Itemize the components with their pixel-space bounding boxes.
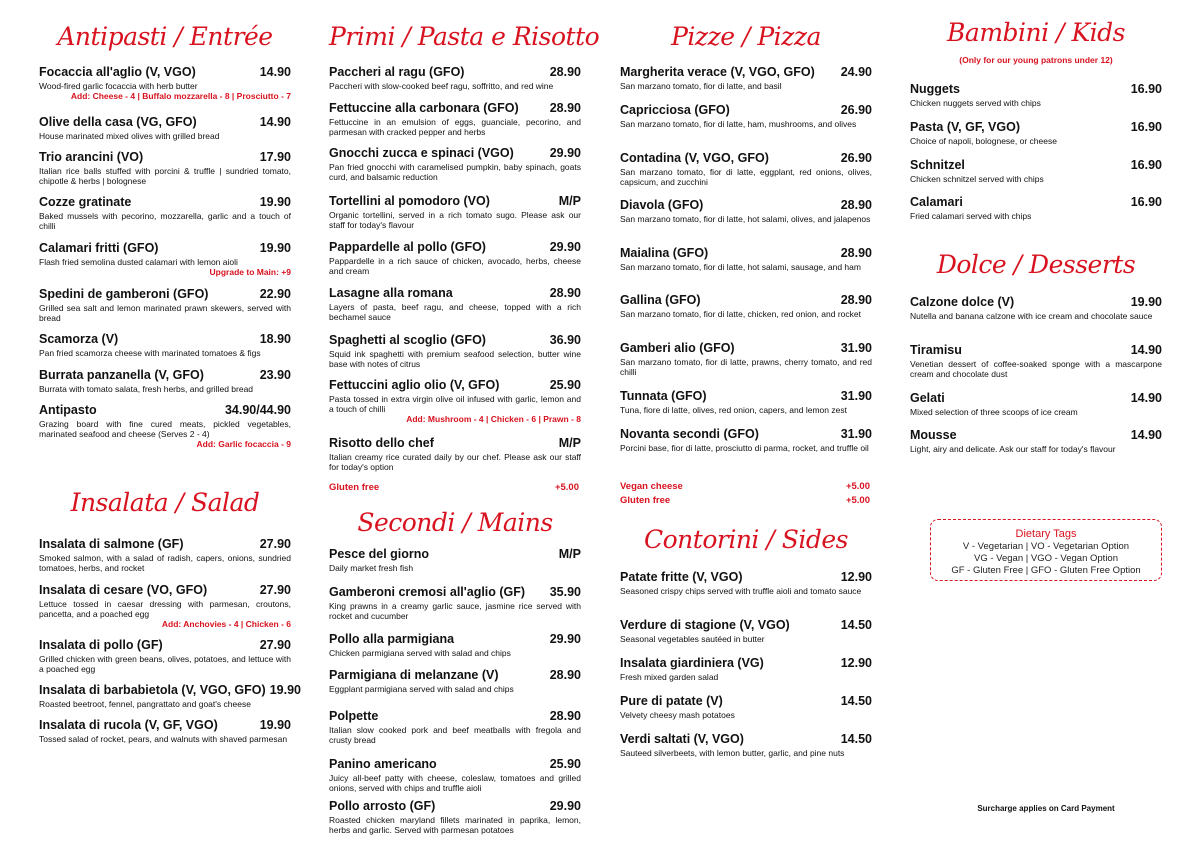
extra-vegan-cheese xyxy=(620,481,872,493)
menu-item xyxy=(329,194,581,230)
item-price: 19.90 xyxy=(1130,295,1162,309)
item-name: Calzone dolce (V) xyxy=(910,295,1015,309)
item-desc: Wood-fired garlic focaccia with herb butter xyxy=(39,81,198,91)
extra-price: +5.00 xyxy=(554,482,579,493)
bambini-note: (Only for our young patrons under 12) xyxy=(959,55,1113,65)
item-price: 31.90 xyxy=(840,341,872,355)
antipasti-title: Antipasti / Entrée xyxy=(57,22,273,51)
menu-item xyxy=(329,333,581,369)
item-price: 24.90 xyxy=(840,65,872,79)
item-price: 14.90 xyxy=(259,115,291,129)
item-price: 17.90 xyxy=(259,150,291,164)
menu-item xyxy=(620,389,872,415)
menu-item xyxy=(329,286,581,322)
item-price: 26.90 xyxy=(840,103,872,117)
item-name: Parmigiana di melanzane (V) xyxy=(329,668,499,682)
item-name: Tiramisu xyxy=(910,343,962,357)
menu-item xyxy=(620,570,872,596)
menu-item xyxy=(620,694,872,720)
item-name: Margherita verace (V, VGO, GFO) xyxy=(620,65,815,79)
item-addon: Add: Garlic focaccia - 9 xyxy=(196,439,291,449)
item-price: 14.90 xyxy=(1130,343,1162,357)
item-name: Diavola (GFO) xyxy=(620,198,704,212)
menu-item xyxy=(39,150,291,186)
menu-item xyxy=(39,638,291,674)
item-price: 14.50 xyxy=(840,732,872,746)
menu-item xyxy=(620,341,872,377)
dietary-tags-line: GF - Gluten Free | GFO - Gluten Free Option xyxy=(951,565,1141,576)
item-price: 31.90 xyxy=(840,427,872,441)
item-price: 29.90 xyxy=(549,240,581,254)
item-name: Panino americano xyxy=(329,757,437,771)
item-desc: Venetian dessert of coffee-soaked sponge with a mascarpone cream and chocolate dust xyxy=(910,359,1162,379)
item-name: Gelati xyxy=(910,391,945,405)
item-desc: Pasta tossed in extra virgin olive oil infused with garlic, lemon and a touch of chilli xyxy=(329,394,581,414)
item-desc: Grilled chicken with green beans, olives, potatoes, and lettuce with a poached egg xyxy=(39,654,291,674)
extra-gluten-free xyxy=(620,495,872,507)
item-name: Polpette xyxy=(329,709,379,723)
item-desc: Italian slow cooked pork and beef meatballs with fregola and crusty bread xyxy=(329,725,581,745)
item-name: Calamari xyxy=(910,195,963,209)
menu-item xyxy=(329,240,581,276)
item-desc: Fried calamari served with chips xyxy=(910,211,1032,221)
menu-item xyxy=(620,427,872,453)
item-desc: King prawns in a creamy garlic sauce, jasmine rice served with rocket and cucumber xyxy=(329,601,581,621)
item-desc: Roasted beetroot, fennel, pangrattato and goat's cheese xyxy=(39,699,251,709)
item-price: 28.90 xyxy=(840,198,872,212)
insalata-title: Insalata / Salad xyxy=(70,488,260,517)
menu-item xyxy=(39,718,291,744)
item-price: M/P xyxy=(558,436,581,450)
menu-item xyxy=(39,65,291,101)
item-desc: Seasonal vegetables sautéed in butter xyxy=(620,634,765,644)
surcharge-note: Surcharge applies on Card Payment xyxy=(977,804,1115,813)
item-desc: Paccheri with slow-cooked beef ragu, soffritto, and red wine xyxy=(329,81,554,91)
item-name: Capricciosa (GFO) xyxy=(620,103,730,117)
menu-item xyxy=(620,198,872,224)
item-price: 28.90 xyxy=(549,65,581,79)
item-name: Calamari fritti (GFO) xyxy=(39,241,159,255)
item-price: 14.50 xyxy=(840,694,872,708)
item-name: Risotto dello chef xyxy=(329,436,434,450)
item-desc: Italian rice balls stuffed with porcini & truffle | sundried tomato, chipotle & herbs | bolognese xyxy=(39,166,291,186)
menu-item xyxy=(39,583,291,629)
item-desc: Mixed selection of three scoops of ice cream xyxy=(910,407,1078,417)
item-desc: San marzano tomato, fior di latte, and basil xyxy=(620,81,782,91)
item-name: Insalata di barbabietola (V, VGO, GFO) xyxy=(39,683,266,697)
item-desc: Grazing board with fine cured meats, pickled vegetables, marinated seafood and cheese (Serves 2 - 4) xyxy=(39,419,291,439)
item-desc: Light, airy and delicate. Ask our staff for today's flavour xyxy=(910,444,1116,454)
menu-item xyxy=(620,618,872,644)
menu-item xyxy=(39,537,291,573)
item-desc: Velvety cheesy mash potatoes xyxy=(620,710,735,720)
item-price: 28.90 xyxy=(549,709,581,723)
item-desc: San marzano tomato, fior di latte, hot salami, sausage, and ham xyxy=(620,262,861,272)
item-desc: Lettuce tossed in caesar dressing with parmesan, croutons, pancetta, and a poached egg xyxy=(39,599,291,619)
item-price: M/P xyxy=(558,547,581,561)
secondi-title: Secondi / Mains xyxy=(357,508,553,537)
item-desc: Tuna, fiore di latte, olives, red onion, capers, and lemon zest xyxy=(620,405,847,415)
menu-item xyxy=(620,656,872,682)
item-price: 16.90 xyxy=(1130,158,1162,172)
menu-item xyxy=(329,757,581,793)
menu-item xyxy=(910,391,1162,417)
extra-label: Gluten free xyxy=(329,482,380,493)
item-name: Antipasto xyxy=(39,403,97,417)
item-name: Pollo arrosto (GF) xyxy=(329,799,436,813)
menu-item xyxy=(329,585,581,621)
item-name: Insalata giardiniera (VG) xyxy=(620,656,764,670)
item-price: 12.90 xyxy=(840,570,872,584)
contorni-title: Contorini / Sides xyxy=(644,525,848,554)
item-desc: Fresh mixed garden salad xyxy=(620,672,719,682)
item-name: Insalata di pollo (GF) xyxy=(39,638,163,652)
item-name: Schnitzel xyxy=(910,158,965,172)
item-desc: Layers of pasta, beef ragu, and cheese, topped with a rich bechamel sauce xyxy=(329,302,581,322)
item-price: M/P xyxy=(558,194,581,208)
item-desc: San marzano tomato, fior di latte, ham, mushrooms, and olives xyxy=(620,119,857,129)
item-name: Tunnata (GFO) xyxy=(620,389,707,403)
item-desc: San marzano tomato, fior di latte, eggplant, red onions, olives, capsicum, and zucchini xyxy=(620,167,872,187)
item-name: Insalata di rucola (V, GF, VGO) xyxy=(39,718,218,732)
item-addon: Upgrade to Main: +9 xyxy=(209,267,291,277)
item-addon: Add: Cheese - 4 | Buffalo mozzarella - 8 | Prosciutto - 7 xyxy=(70,91,291,101)
item-price: 27.90 xyxy=(259,638,291,652)
menu-item xyxy=(39,683,301,709)
menu-item xyxy=(39,241,291,277)
item-price: 25.90 xyxy=(549,378,581,392)
item-price: 28.90 xyxy=(549,286,581,300)
item-name: Pure di patate (V) xyxy=(620,694,723,708)
item-name: Burrata panzanella (V, GFO) xyxy=(39,368,204,382)
menu-item xyxy=(329,668,581,694)
item-desc: San marzano tomato, fior di latte, chicken, red onion, and rocket xyxy=(620,309,861,319)
item-name: Gamberi alio (GFO) xyxy=(620,341,735,355)
item-price: 27.90 xyxy=(259,583,291,597)
menu-item xyxy=(39,195,291,231)
item-name: Tortellini al pomodoro (VO) xyxy=(329,194,490,208)
menu-item xyxy=(620,65,872,91)
item-price: 19.90 xyxy=(259,241,291,255)
item-price: 28.90 xyxy=(840,246,872,260)
dolce-title: Dolce / Desserts xyxy=(936,250,1136,279)
item-desc: Pan fried scamorza cheese with marinated tomatoes & figs xyxy=(39,348,261,358)
menu-item xyxy=(39,287,291,323)
item-name: Spaghetti al scoglio (GFO) xyxy=(329,333,486,347)
item-name: Contadina (V, VGO, GFO) xyxy=(620,151,769,165)
item-name: Pesce del giorno xyxy=(329,547,430,561)
item-price: 29.90 xyxy=(549,799,581,813)
item-desc: Seasoned crispy chips served with truffle aioli and tomato sauce xyxy=(620,586,862,596)
item-name: Nuggets xyxy=(910,82,960,96)
item-name: Pappardelle al pollo (GFO) xyxy=(329,240,486,254)
item-name: Fettuccini aglio olio (V, GFO) xyxy=(329,378,500,392)
item-desc: Chicken parmigiana served with salad and chips xyxy=(329,648,511,658)
item-price: 26.90 xyxy=(840,151,872,165)
item-desc: Porcini base, fior di latte, prosciutto di parma, rocket, and truffle oil xyxy=(620,443,869,453)
item-desc: Squid ink spaghetti with premium seafood selection, butter wine base with notes of citrus xyxy=(329,349,581,369)
item-name: Olive della casa (VG, GFO) xyxy=(39,115,197,129)
item-name: Focaccia all'aglio (V, VGO) xyxy=(39,65,196,79)
menu-item xyxy=(329,378,581,424)
item-name: Lasagne alla romana xyxy=(329,286,453,300)
item-name: Insalata di salmone (GF) xyxy=(39,537,184,551)
menu-item xyxy=(620,293,872,319)
item-price: 19.90 xyxy=(259,195,291,209)
item-desc: Italian creamy rice curated daily by our chef. Please ask our staff for today's option xyxy=(329,452,581,472)
item-desc: Eggplant parmigiana served with salad and chips xyxy=(329,684,514,694)
item-desc: Nutella and banana calzone with ice cream and chocolate sauce xyxy=(910,311,1153,321)
item-name: Fettuccine alla carbonara (GFO) xyxy=(329,101,519,115)
item-name: Verdi saltati (V, VGO) xyxy=(620,732,744,746)
item-addon: Add: Anchovies - 4 | Chicken - 6 xyxy=(161,619,291,629)
item-desc: Juicy all-beef patty with cheese, coleslaw, tomatoes and grilled onions, served with chips and truffle aioli xyxy=(329,773,581,793)
item-price: 14.90 xyxy=(259,65,291,79)
item-desc: Organic tortellini, served in a rich tomato sugo. Please ask our staff for today's flavour xyxy=(329,210,581,230)
item-name: Paccheri al ragu (GFO) xyxy=(329,65,465,79)
item-price: 12.90 xyxy=(840,656,872,670)
extra-price: +5.00 xyxy=(845,495,870,506)
item-name: Gallina (GFO) xyxy=(620,293,701,307)
item-desc: Baked mussels with pecorino, mozzarella, garlic and a touch of chilli xyxy=(39,211,291,231)
item-price: 22.90 xyxy=(259,287,291,301)
item-price: 31.90 xyxy=(840,389,872,403)
pizze-title: Pizze / Pizza xyxy=(671,22,821,51)
dietary-tags-line: VG - Vegan | VGO - Vegan Option xyxy=(974,553,1118,564)
menu-item xyxy=(620,151,872,187)
item-desc: Roasted chicken maryland fillets marinated in paprika, lemon, herbs and garlic. Served with parmesan potatoes xyxy=(329,815,581,835)
dietary-tags-line: V - Vegetarian | VO - Vegetarian Option xyxy=(962,541,1130,552)
item-desc: Fettuccine in an emulsion of eggs, guanciale, pecorino, and parmesan with cracked pepper and herbs xyxy=(329,117,581,137)
item-desc: Pan fried gnocchi with caramelised pumpkin, baby spinach, goats curd, and balsamic reduction xyxy=(329,162,581,182)
item-price: 19.90 xyxy=(269,683,301,697)
extra-price: +5.00 xyxy=(845,481,870,492)
item-desc: Smoked salmon, with a salad of radish, capers, onions, sundried tomatoes, herbs, and rocket xyxy=(39,553,291,573)
item-price: 36.90 xyxy=(549,333,581,347)
menu-item xyxy=(329,709,581,745)
item-desc: Burrata with tomato salata, fresh herbs, and grilled bread xyxy=(39,384,254,394)
menu-item xyxy=(910,120,1162,146)
item-price: 28.90 xyxy=(549,668,581,682)
item-price: 28.90 xyxy=(549,101,581,115)
item-price: 19.90 xyxy=(259,718,291,732)
menu-item xyxy=(620,103,872,129)
menu-item xyxy=(329,146,581,182)
item-price: 14.90 xyxy=(1130,391,1162,405)
item-price: 16.90 xyxy=(1130,195,1162,209)
menu-item xyxy=(329,436,581,472)
item-name: Scamorza (V) xyxy=(39,332,119,346)
menu-item xyxy=(329,101,581,137)
item-price: 18.90 xyxy=(259,332,291,346)
menu-item xyxy=(329,799,581,835)
item-name: Gamberoni cremosi all'aglio (GF) xyxy=(329,585,526,599)
item-name: Patate fritte (V, VGO) xyxy=(620,570,743,584)
item-name: Verdure di stagione (V, VGO) xyxy=(620,618,790,632)
menu-item xyxy=(910,195,1162,221)
extra-gluten-free xyxy=(329,482,581,494)
item-desc: Flash fried semolina dusted calamari with lemon aioli xyxy=(39,257,238,267)
menu-item xyxy=(39,368,291,394)
item-name: Insalata di cesare (VO, GFO) xyxy=(39,583,208,597)
item-desc: Sauteed silverbeets, with lemon butter, garlic, and pine nuts xyxy=(620,748,845,758)
menu-item xyxy=(329,632,581,658)
item-price: 14.90 xyxy=(1130,428,1162,442)
item-desc: Choice of napoli, bolognese, or cheese xyxy=(910,136,1057,146)
primi-title: Primi / Pasta e Risotto xyxy=(329,22,600,51)
item-desc: Chicken nuggets served with chips xyxy=(910,98,1041,108)
item-desc: Pappardelle in a rich sauce of chicken, avocado, herbs, cheese and cream xyxy=(329,256,581,276)
item-name: Pollo alla parmigiana xyxy=(329,632,455,646)
menu-item xyxy=(910,428,1162,454)
menu-item xyxy=(329,547,581,573)
item-price: 16.90 xyxy=(1130,82,1162,96)
extra-label: Vegan cheese xyxy=(620,481,683,492)
menu-item xyxy=(39,115,291,141)
item-desc: Chicken schnitzel served with chips xyxy=(910,174,1044,184)
menu-item xyxy=(910,343,1162,379)
item-name: Mousse xyxy=(910,428,957,442)
extra-label: Gluten free xyxy=(620,495,671,506)
dietary-tags-box xyxy=(930,519,1162,581)
menu-item xyxy=(910,295,1162,321)
item-desc: Tossed salad of rocket, pears, and walnuts with shaved parmesan xyxy=(39,734,288,744)
item-addon: Add: Mushroom - 4 | Chicken - 6 | Prawn - 8 xyxy=(406,414,581,424)
item-name: Trio arancini (VO) xyxy=(39,150,144,164)
menu-item xyxy=(39,332,291,358)
menu-item xyxy=(620,246,872,272)
menu-item xyxy=(329,65,581,91)
item-price: 29.90 xyxy=(549,632,581,646)
item-desc: Daily market fresh fish xyxy=(329,563,414,573)
item-desc: House marinated mixed olives with grilled bread xyxy=(39,131,220,141)
bambini-title: Bambini / Kids xyxy=(947,18,1125,47)
item-price: 25.90 xyxy=(549,757,581,771)
item-price: 27.90 xyxy=(259,537,291,551)
menu-item xyxy=(910,158,1162,184)
item-price: 29.90 xyxy=(549,146,581,160)
item-name: Novanta secondi (GFO) xyxy=(620,427,759,441)
menu-item xyxy=(39,403,291,449)
item-price: 35.90 xyxy=(549,585,581,599)
item-desc: San marzano tomato, fior di latte, prawns, cherry tomato, and red chilli xyxy=(620,357,872,377)
item-price: 23.90 xyxy=(259,368,291,382)
item-price: 28.90 xyxy=(840,293,872,307)
item-desc: San marzano tomato, fior di latte, hot salami, olives, and jalapenos xyxy=(620,214,871,224)
item-price: 16.90 xyxy=(1130,120,1162,134)
item-price: 14.50 xyxy=(840,618,872,632)
item-name: Pasta (V, GF, VGO) xyxy=(910,120,1020,134)
item-price: 34.90/44.90 xyxy=(224,403,291,417)
item-name: Cozze gratinate xyxy=(39,195,132,209)
item-name: Spedini de gamberoni (GFO) xyxy=(39,287,209,301)
menu-item xyxy=(910,82,1162,108)
menu-item xyxy=(620,732,872,758)
item-desc: Grilled sea salt and lemon marinated prawn skewers, served with bread xyxy=(39,303,291,323)
item-name: Gnocchi zucca e spinaci (VGO) xyxy=(329,146,514,160)
dietary-tags-title: Dietary Tags xyxy=(1015,528,1077,540)
item-name: Maialina (GFO) xyxy=(620,246,709,260)
